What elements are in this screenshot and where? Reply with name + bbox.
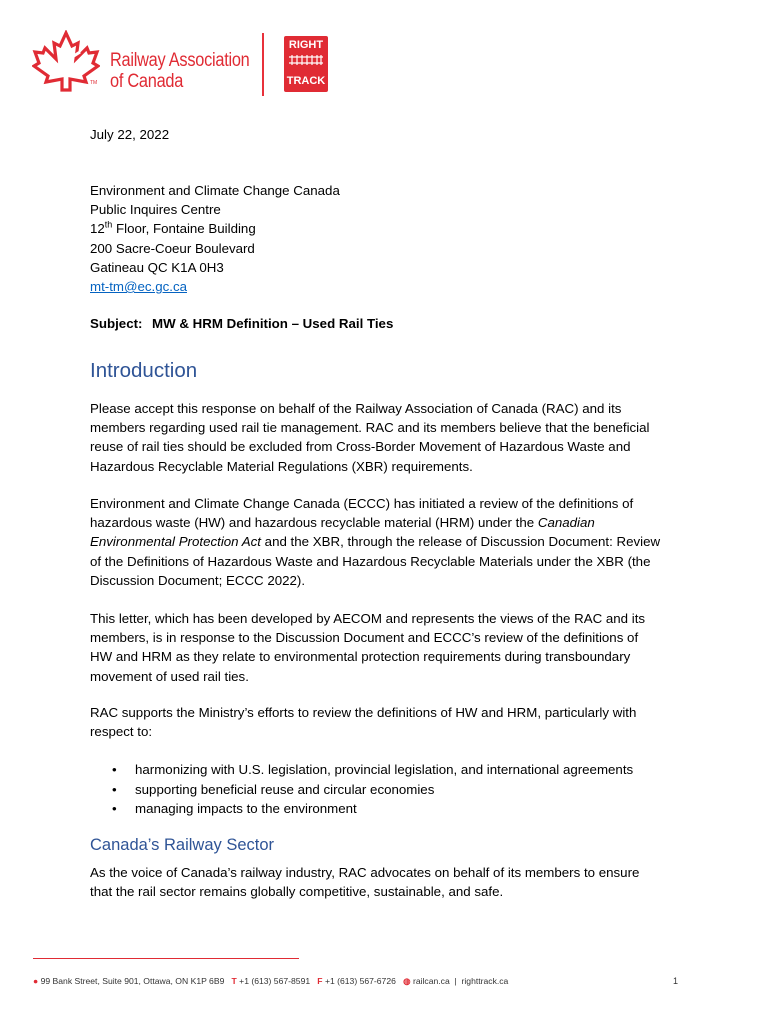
footer-website-righttrack[interactable]: righttrack.ca (461, 976, 509, 986)
bullet-marker: • (112, 762, 117, 777)
floor-rest: Floor, Fontaine Building (112, 221, 256, 237)
subject-line (90, 314, 393, 333)
intro-paragraph-1 (90, 399, 690, 476)
paragraph-line: movement of used rail ties. (90, 668, 249, 684)
address-line: Environment and Climate Change Canada (90, 183, 340, 198)
footer-separator: | (454, 976, 457, 986)
address-line (90, 219, 340, 238)
paragraph-line: members, is in response to the Discussion Document and ECCC’s review of the definitions of (90, 630, 639, 646)
paragraph-line: Discussion Document; ECCC 2022). (90, 572, 306, 588)
floor-ordinal-suffix: th (104, 219, 113, 230)
text-run: and the XBR, through the release of Discussion Document: Review (260, 534, 661, 550)
email-link[interactable]: mt-tm@ec.gc.ca (90, 279, 187, 295)
rail-track-icon (289, 55, 323, 65)
right-track-logo (284, 36, 328, 92)
floor-number: 12 (90, 221, 105, 237)
bullet-marker: • (112, 801, 117, 817)
footer-website-railcan[interactable]: railcan.ca (412, 976, 450, 986)
text-run: hazardous waste (HW) and hazardous recyclable material (HRM) under the (90, 515, 538, 531)
footer-rule (33, 958, 299, 959)
sector-paragraph-1 (90, 863, 690, 901)
page-number: 1 (673, 976, 679, 986)
right-track-line1: RIGHT (288, 39, 324, 51)
org-name-line1: Railway Association (110, 50, 250, 71)
subject-text: MW & HRM Definition – Used Rail Ties (152, 316, 394, 331)
introduction-heading: Introduction (90, 359, 198, 382)
paragraph-line: that the rail sector remains globally competitive, sustainable, and safe. (90, 884, 504, 900)
paragraph-line (90, 513, 690, 532)
letter-date: July 22, 2022 (90, 127, 170, 142)
subject-label: Subject: (90, 316, 143, 331)
paragraph-line: of the Definitions of Hazardous Waste and Hazardous Recyclable Materials under the XBR (the (90, 553, 651, 569)
tel-label: T (231, 976, 237, 986)
paragraph-line (90, 532, 690, 551)
fax-label: F (317, 976, 323, 986)
list-item-text: harmonizing with U.S. legislation, provincial legislation, and international agreements (135, 762, 634, 777)
list-item-text: supporting beneficial reuse and circular economies (135, 781, 435, 797)
paragraph-line: HW and HRM as they relate to environmental protection requirements during transboundary (90, 649, 631, 665)
location-pin-icon: ● (33, 976, 39, 986)
paragraph-line: RAC supports the Ministry’s efforts to review the definitions of HW and HRM, particularly with (90, 705, 637, 720)
intro-paragraph-2 (90, 494, 690, 590)
paragraph-line: Please accept this response on behalf of the Railway Association of Canada (RAC) and its (90, 401, 622, 416)
list-item-text: managing impacts to the environment (135, 801, 357, 817)
globe-icon: ◍ (403, 976, 411, 986)
org-name-line2: of Canada (110, 71, 184, 92)
right-track-line2: TRACK (286, 75, 326, 87)
address-line: 200 Sacre-Coeur Boulevard (90, 240, 255, 256)
trademark-mark: TM (90, 80, 98, 86)
header-divider (262, 33, 264, 96)
paragraph-line: reuse of rail ties should be excluded from Cross-Border Movement of Hazardous Waste and (90, 439, 631, 455)
address-line: Public Inquires Centre (90, 202, 221, 218)
recipient-address (90, 181, 340, 296)
paragraph-line: This letter, which has been developed by AECOM and represents the views of the RAC and its (90, 611, 646, 626)
italic-act-name: Canadian (537, 515, 595, 531)
org-name (110, 50, 250, 92)
intro-paragraph-3 (90, 609, 690, 686)
footer-fax: +1 (613) 567-6726 (324, 976, 396, 986)
paragraph-line: members regarding used rail tie management. RAC and its members believe that the beneficial (90, 420, 650, 436)
italic-act-name: Environmental Protection Act (90, 534, 261, 550)
footer-address: 99 Bank Street, Suite 901, Ottawa, ON K1P 6B9 (40, 976, 225, 986)
footer-telephone: +1 (613) 567-8591 (239, 976, 311, 986)
paragraph-line: Environment and Climate Change Canada (ECCC) has initiated a review of the definitions of (90, 496, 634, 511)
paragraph-line: Hazardous Recyclable Material Regulations (XBR) requirements. (90, 458, 473, 474)
paragraph-line: respect to: (90, 724, 153, 740)
railway-sector-heading: Canada’s Railway Sector (90, 836, 275, 854)
paragraph-line: As the voice of Canada’s railway industry, RAC advocates on behalf of its members to ensure (90, 865, 640, 880)
intro-paragraph-4 (90, 703, 690, 741)
address-line: Gatineau QC K1A 0H3 (90, 259, 224, 275)
footer-contact (33, 976, 508, 987)
bullet-marker: • (112, 781, 117, 797)
